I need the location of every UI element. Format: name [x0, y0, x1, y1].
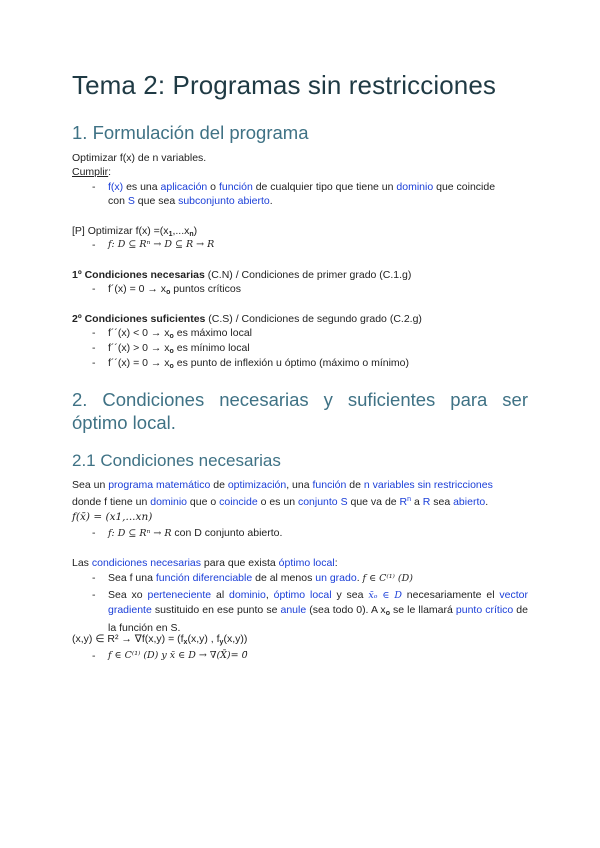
fx-formula: f(x̄) = (x1,...xn)	[72, 511, 153, 523]
p1-line1: Sea un programa matemático de optimización, una función de n variables sin restricciones	[72, 479, 493, 491]
bullet-dash: -	[92, 327, 96, 339]
cs-item: f´´(x) < $0 \to x_o$ es máximo local	[108, 327, 253, 340]
document-title: Tema 2: Programas sin restricciones	[72, 70, 496, 100]
bullet-dominio-line2: con S que sea subconjunto abierto.	[108, 195, 273, 207]
cs-item: f´´(x) > $0 \to x_o$ es mínimo local	[108, 342, 250, 355]
bullet-dash: -	[92, 283, 96, 295]
bullet-dash: -	[92, 342, 96, 354]
bullet-dash: -	[92, 181, 96, 193]
gradient-line: (x,y) ∈ $R^2 \to \nabla f(x,y) = (f_x(x,y)$ , $f_y(x,y)$)	[72, 633, 248, 646]
intro-text: Optimizar f(x) de n variables.	[72, 152, 207, 164]
cn-item: f´(x) = $0 \to x_o$ puntos críticos	[108, 283, 241, 296]
p1-line2: donde f tiene un dominio que o coincide o es un conjunto S que va de $R^n$ a R sea abierto.	[72, 496, 489, 508]
cond-bullet-2: Sea xo perteneciente al dominio, óptimo local y sea x̄ₒ ∈ D necesariamente el vector gradiente sustituido en ese punto se anule (sea todo 0). A $x_o$ se le llamará punto crítico de la función en S.	[108, 589, 529, 634]
section-2-1-heading: 2.1 Condiciones necesarias	[72, 451, 281, 470]
cumplir-label: Cumplir:	[72, 166, 112, 178]
cs-heading: 2º Condiciones suficientes (C.S) / Condiciones de segundo grado (C.2.g)	[72, 313, 422, 325]
conditions-intro: Las condiciones necesarias para que exista óptimo local:	[72, 557, 338, 569]
cn-heading: 1º Condiciones necesarias (C.N) / Condiciones de primer grado (C.1.g)	[72, 269, 412, 281]
bullet-dominio-line1: f(x) es una aplicación o función de cualquier tipo que tiene un dominio que coincide	[108, 181, 496, 193]
bullet-dash: -	[92, 357, 96, 369]
p-formula: f: D ⊆ Rⁿ → D ⊆ R → R	[108, 239, 215, 250]
last-item-formula: f ∈ C⁽¹⁾ (D) y x̄ ∈ D → ∇(X̄)= 0̄	[108, 650, 248, 661]
p-definition: [P] Optimizar $f(x) =(x_1,...x_n)$	[72, 225, 198, 238]
bullet-dash: -	[92, 650, 96, 662]
bullet-dash: -	[92, 527, 96, 539]
cond-bullet-1: Sea f una función diferenciable de al menos un grado. f ∈ C⁽¹⁾ (D)	[108, 572, 413, 584]
bullet-dash: -	[92, 239, 96, 251]
section-1-heading: 1. Formulación del programa	[72, 122, 309, 143]
bullet-dash: -	[92, 589, 96, 601]
cs-item: f´´(x) = $0 \to x_o$ es punto de inflexión u óptimo (máximo o mínimo)	[108, 357, 410, 370]
section-2-heading: 2. Condiciones necesarias y suficientes para ser óptimo local.	[72, 389, 528, 433]
fx-item: f: D ⊆ Rⁿ → R con D conjunto abierto.	[108, 527, 283, 539]
bullet-dash: -	[92, 572, 96, 584]
